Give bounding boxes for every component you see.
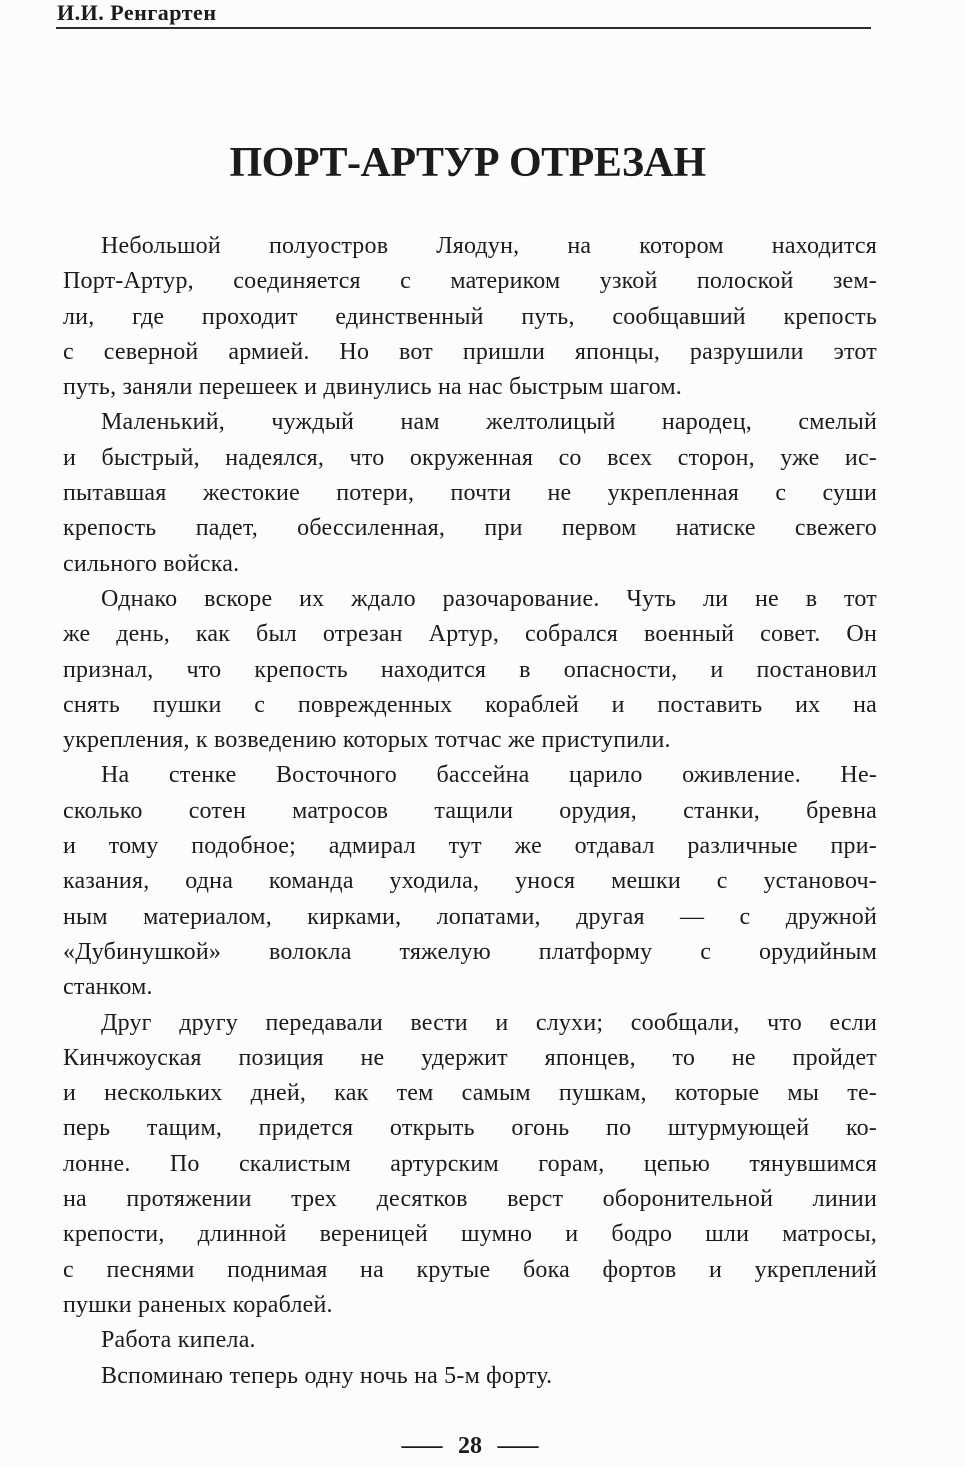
text-line: сколько сотен матросов тащили орудия, станки, бревна — [63, 797, 877, 824]
text-line: с северной армией. Но вот пришли японцы, разрушили этот — [63, 338, 877, 365]
text-line: пытавшая жестокие потери, почти не укрепленная с суши — [63, 480, 877, 507]
text-line: признал, что крепость находится в опасности, и постановил — [63, 656, 877, 683]
text-line: Маленький, чуждый нам желтолицый народец, смелый — [101, 409, 877, 436]
text-line: ным материалом, кирками, лопатами, другая — с дружной — [63, 903, 877, 930]
text-line: и тому подобное; адмирал тут же отдавал различные при- — [63, 833, 877, 860]
running-header-author: И.И. Ренгартен — [57, 0, 217, 25]
text-line: Работа кипела. — [101, 1327, 256, 1354]
text-line: лонне. По скалистым артурским горам, цепью тянувшимся — [63, 1150, 877, 1177]
text-line: с песнями поднимая на крутые бока фортов и укреплений — [63, 1256, 877, 1283]
text-line: Небольшой полуостров Ляодун, на котором находится — [101, 233, 877, 259]
text-line: путь, заняли перешеек и двинулись на нас быстрым шагом. — [63, 374, 682, 401]
header-rule — [56, 27, 871, 29]
text-line: снять пушки с поврежденных кораблей и поставить их на — [63, 691, 877, 718]
text-line: ли, где проходит единственный путь, сообщавший крепость — [63, 303, 877, 330]
text-line: на протяжении трех десятков верст оборонительной линии — [63, 1186, 877, 1213]
text-line: Порт-Артур, соединяется с материком узкой полоской зем- — [63, 268, 877, 295]
text-line: На стенке Восточного бассейна царило оживление. Не- — [101, 762, 877, 789]
text-line: крепость падет, обессиленная, при первом натиске свежего — [63, 515, 877, 542]
text-line: станком. — [63, 974, 153, 1001]
text-line: Однако вскоре их ждало разочарование. Чуть ли не в тот — [101, 585, 877, 612]
body-text — [63, 229, 877, 1394]
text-line: и нескольких дней, как тем самым пушкам, которые мы те- — [63, 1080, 877, 1107]
text-line: крепости, длинной вереницей шумно и бодро шли матросы, — [63, 1221, 877, 1248]
text-line: и быстрый, надеялся, что окруженная со всех сторон, уже ис- — [63, 444, 877, 471]
text-line: «Дубинушкой» волокла тяжелую платформу с орудийным — [63, 938, 877, 965]
text-line: Кинчжоуская позиция не удержит японцев, то не пройдет — [63, 1044, 877, 1071]
text-line: укрепления, к возведению которых тотчас же приступили. — [63, 727, 671, 754]
page-number: 28 — [458, 1433, 482, 1459]
text-line: перь тащим, придется открыть огонь по штурмующей ко- — [63, 1115, 877, 1142]
text-line: пушки раненых кораблей. — [63, 1291, 333, 1318]
page-footer — [63, 1433, 877, 1460]
text-line: сильного войска. — [63, 550, 240, 577]
text-line: Вспоминаю теперь одну ночь на 5-м форту. — [101, 1362, 553, 1389]
footer-left-dash: — — [401, 1433, 443, 1459]
chapter-title: ПОРТ-АРТУР ОТРЕЗАН — [229, 140, 706, 186]
text-line: же день, как был отрезан Артур, собрался военный совет. Он — [63, 621, 877, 648]
text-line: казания, одна команда уходила, унося мешки с установоч- — [63, 868, 877, 895]
footer-right-dash: — — [497, 1433, 539, 1459]
text-line: Друг другу передавали вести и слухи; сообщали, что если — [101, 1009, 877, 1036]
